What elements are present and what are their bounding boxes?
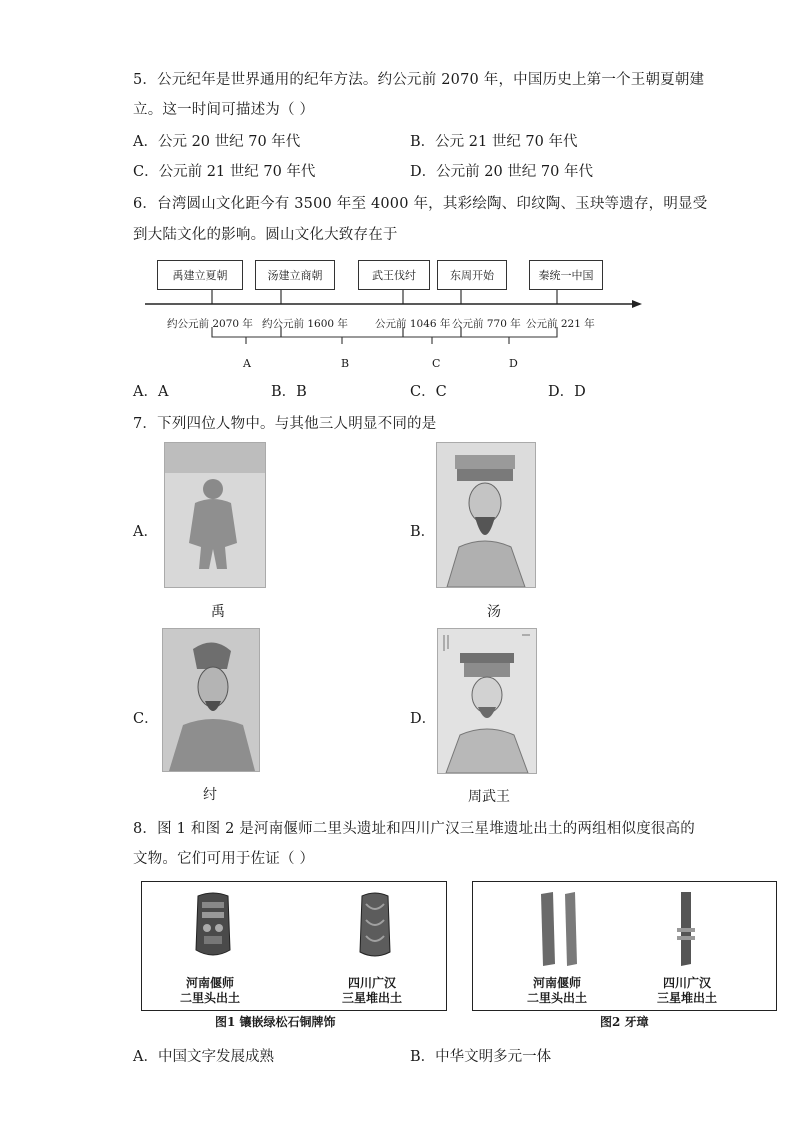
- timeline-date-qin: 公元前 221 年: [526, 318, 595, 330]
- figure1-label-erlitou: [180, 976, 240, 1006]
- q6-option-a[interactable]: A．A: [133, 384, 169, 400]
- q5-option-a[interactable]: A．公元 20 世纪 70 年代: [133, 134, 301, 150]
- bronze-plaque-erlitou-image: [190, 890, 236, 962]
- q7-option-b[interactable]: B．: [410, 524, 436, 540]
- yazhang-erlitou-image: [535, 888, 585, 968]
- q8-option-a[interactable]: A．中国文字发展成熟: [133, 1049, 274, 1065]
- figure1-label-erlitou-line2: 二里头出土: [180, 991, 241, 1005]
- timeline-date-shang: 约公元前 1600 年: [262, 318, 348, 330]
- q6-option-c[interactable]: C．C: [410, 384, 447, 400]
- portrait-zhou-image: [162, 628, 260, 772]
- q8-option-b[interactable]: B．中华文明多元一体: [410, 1049, 552, 1065]
- figure2-label-sanxingdui-line1: 四川广汉: [663, 976, 712, 990]
- portrait-zhou-caption: 纣: [203, 787, 217, 803]
- q5-option-c[interactable]: C．公元前 21 世纪 70 年代: [133, 164, 316, 180]
- figure2-caption: 图2 牙璋: [600, 1015, 649, 1029]
- portrait-yu-image: [164, 442, 266, 588]
- timeline-event-xia: 禹建立夏朝: [157, 260, 243, 290]
- timeline-event-qin: 秦统一中国: [529, 260, 603, 290]
- timeline-date-dongzhou: 公元前 770 年: [452, 318, 521, 330]
- q7-option-d[interactable]: D．: [410, 711, 437, 727]
- figure2-label-erlitou: [527, 976, 587, 1006]
- q6-stem-line1: 6．台湾圆山文化距今有 3500 年至 4000 年，其彩绘陶、印纹陶、玉玦等遗存，明显受: [133, 196, 708, 212]
- q6-option-b[interactable]: B．B: [271, 384, 307, 400]
- figure2-label-sanxingdui: [657, 976, 717, 1006]
- q6-option-d[interactable]: D．D: [548, 384, 586, 400]
- portrait-yu-caption: 禹: [211, 604, 225, 620]
- figure1-label-sanxingdui-line1: 四川广汉: [348, 976, 397, 990]
- figure1-label-sanxingdui: [342, 976, 402, 1006]
- q5-option-d[interactable]: D．公元前 20 世纪 70 年代: [410, 164, 593, 180]
- timeline-event-wuwang: 武王伐纣: [358, 260, 430, 290]
- timeline-segment-b: B: [341, 357, 350, 370]
- figure1-label-sanxingdui-line2: 三星堆出土: [342, 991, 403, 1005]
- timeline-segment-d: D: [509, 357, 518, 370]
- portrait-zhou-wuwang-image: [437, 628, 537, 774]
- bronze-plaque-sanxingdui-image: [352, 890, 398, 962]
- q7-stem-line1: 7．下列四位人物中。与其他三人明显不同的是: [133, 416, 437, 432]
- figure1-caption: 图1 镶嵌绿松石铜牌饰: [215, 1015, 336, 1029]
- timeline-segment-a: A: [243, 357, 251, 370]
- figure2-label-sanxingdui-line2: 三星堆出土: [657, 991, 718, 1005]
- figure1-label-erlitou-line1: 河南偃师: [186, 976, 235, 990]
- q6-stem-line2: 到大陆文化的影响。圆山文化大致存在于: [133, 227, 398, 243]
- portrait-zhou-wuwang-caption: 周武王: [468, 789, 510, 805]
- timeline-date-xia: 约公元前 2070 年: [167, 318, 253, 330]
- q5-stem-line2: 立。这一时间可描述为（ ）: [133, 102, 315, 118]
- timeline-date-wuwang: 公元前 1046 年: [375, 318, 451, 330]
- figure1-frame: [141, 881, 447, 1011]
- timeline-event-shang: 汤建立商朝: [255, 260, 335, 290]
- q8-stem-line1: 8．图 1 和图 2 是河南偃师二里头遗址和四川广汉三星堆遗址出土的两组相似度很高的: [133, 821, 696, 837]
- q5-option-b[interactable]: B．公元 21 世纪 70 年代: [410, 134, 578, 150]
- q5-stem-line1: 5．公元纪年是世界通用的纪年方法。约公元前 2070 年，中国历史上第一个王朝夏朝建: [133, 72, 705, 88]
- timeline-segment-c: C: [432, 357, 441, 370]
- portrait-tang-caption: 汤: [487, 604, 501, 620]
- portrait-tang-image: [436, 442, 536, 588]
- figure2-frame: [472, 881, 777, 1011]
- figure2-label-erlitou-line1: 河南偃师: [533, 976, 582, 990]
- q8-stem-line2: 文物。它们可用于佐证（ ）: [133, 851, 315, 867]
- timeline-event-dongzhou: 东周开始: [437, 260, 507, 290]
- figure2-label-erlitou-line2: 二里头出土: [527, 991, 588, 1005]
- yazhang-sanxingdui-image: [671, 888, 701, 968]
- q7-option-c[interactable]: C．: [133, 711, 159, 727]
- q7-option-a[interactable]: A．: [133, 524, 158, 540]
